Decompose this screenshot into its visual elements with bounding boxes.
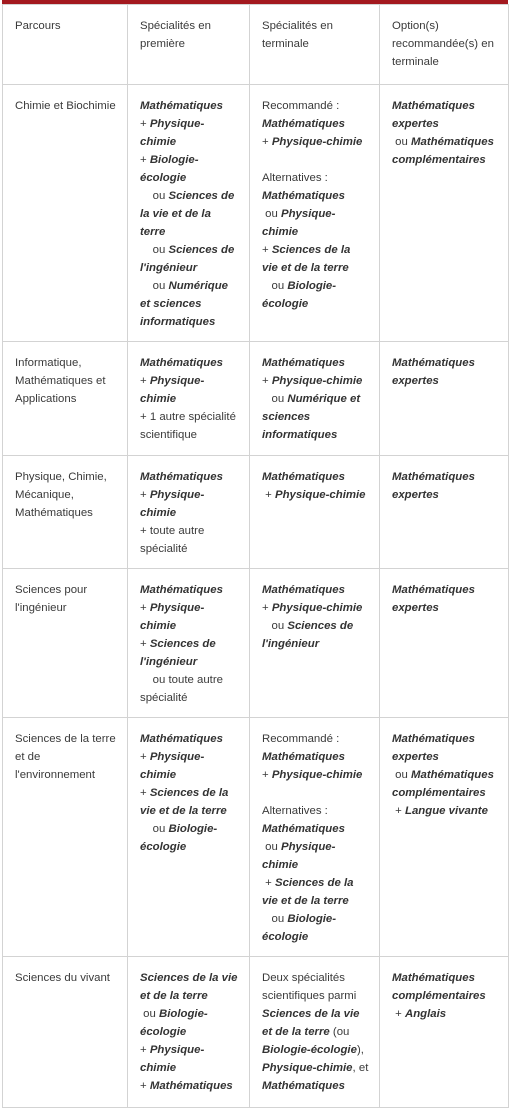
specialite-name: Numérique et sciences informatiques [262,393,361,441]
specialite-name: Mathématiques [262,471,345,483]
specialite-name: Mathématiques [140,100,223,112]
specialite-name: Sciences de la vie et de la terre [262,877,354,907]
cell-line [262,802,369,838]
header-option: Option(s) recommandée(s) en terminale [380,5,509,85]
header-terminale: Spécialités en terminale [250,5,380,85]
cell-line [392,730,498,766]
cell-line [140,1077,239,1095]
connector-text: + [140,375,150,387]
specialite-name: Physique-chimie [140,602,205,632]
cell-line [140,97,239,115]
specialite-name: Mathématiques [140,584,223,596]
specialite-name: Mathématiques expertes [392,584,475,614]
specialite-name: Mathématiques [262,751,345,763]
specialite-name: Physique-chimie [274,489,366,501]
cell-line [262,730,369,766]
specialite-name: Anglais [404,1008,447,1020]
cell-line [262,599,369,617]
cell-premiere [128,456,250,569]
cell-line [392,802,498,820]
cell-parcours: Physique, Chimie, Mécanique, Mathématiques [3,456,128,569]
cell-line [140,151,239,187]
cell-line [262,205,369,241]
cell-line [262,874,369,910]
connector-text: (ou [329,1026,350,1038]
cell-parcours: Informatique, Mathématiques et Applications [3,342,128,456]
connector-text: + [140,638,150,650]
cell-terminale [250,718,380,957]
specialite-name: Mathématiques complémentaires [392,136,494,166]
connector-text: ), [356,1044,364,1056]
connector-text: + [262,375,272,387]
connector-text: + [262,602,272,614]
specialite-name: Physique-chimie [140,375,205,405]
connector-text: ou [140,280,169,292]
connector-text: Recommandé : [262,100,340,112]
specialite-name: Physique-chimie [140,118,205,148]
specialite-name: Mathématiques expertes [392,100,475,130]
cell-line [140,468,239,486]
connector-text: ou [392,769,411,781]
specialite-name: Mathématiques complémentaires [392,972,486,1002]
specialite-name: Biologie-écologie [140,823,218,853]
connector-text: + [140,751,150,763]
connector-text: + [262,136,272,148]
cell-line [262,277,369,313]
line-gap [262,784,369,802]
specialite-name: Sciences de la vie et de la terre [140,190,235,238]
table-row [3,456,509,569]
cell-parcours: Sciences du vivant [3,957,128,1108]
cell-premiere [128,957,250,1108]
specialite-name: Sciences de l'ingénieur [140,244,235,274]
specialite-name: Mathématiques [262,357,345,369]
cell-line [140,486,239,522]
connector-text: ou [140,1008,159,1020]
connector-text: + [140,1044,150,1056]
cell-line [392,969,498,1005]
connector-text: + [262,877,275,889]
connector-text: + [140,602,150,614]
cell-terminale [250,456,380,569]
cell-line [140,241,239,277]
header-parcours: Parcours [3,5,128,85]
connector-text: + 1 autre spécialité scientifique [140,411,236,441]
table-header-row [3,5,509,85]
cell-option [380,85,509,342]
table-row [3,957,509,1108]
connector-text: ou [262,280,288,292]
cell-line [262,390,369,444]
specialite-name: Physique-chimie [140,751,205,781]
cell-premiere [128,85,250,342]
cell-line [140,599,239,635]
specialite-name: Biologie-écologie [262,913,337,943]
cell-premiere [128,718,250,957]
cell-line [392,133,498,169]
cell-line [262,766,369,784]
cell-line [262,133,369,151]
cell-parcours: Chimie et Biochimie [3,85,128,342]
specialite-name: Numérique et sciences informatiques [140,280,228,328]
connector-text: + [140,118,150,130]
parcours-table [2,4,509,1108]
cell-line [392,1005,498,1023]
connector-text: + [140,154,150,166]
connector-text: ou [262,913,288,925]
cell-line [392,468,498,504]
specialite-name: Mathématiques [140,733,223,745]
cell-line [140,354,239,372]
connector-text: + [392,805,405,817]
cell-option [380,569,509,718]
specialite-name: Physique-chimie [271,375,363,387]
connector-text: + [140,1080,150,1092]
header-premiere: Spécialités en première [128,5,250,85]
line-gap [262,151,369,169]
cell-line [392,354,498,390]
specialite-name: Sciences de l'ingénieur [262,620,354,650]
connector-text: + toute autre spécialité [140,525,205,555]
connector-text: + [262,489,275,501]
specialite-name: Mathématiques [262,823,345,835]
connector-text: ou [262,393,288,405]
cell-line [262,241,369,277]
specialite-name: Mathématiques expertes [392,357,475,387]
connector-text: Deux spécialités scientifiques parmi [262,972,357,1002]
table-row [3,718,509,957]
cell-line [140,372,239,408]
table-row [3,569,509,718]
specialite-name: Mathématiques expertes [392,733,475,763]
connector-text: ou [140,823,169,835]
specialite-name: Mathématiques [262,1080,345,1092]
table-container [2,0,508,1108]
cell-line [140,115,239,151]
specialite-name: Mathématiques [262,190,345,202]
specialite-name: Physique-chimie [271,769,363,781]
cell-option [380,456,509,569]
specialite-name: Biologie-écologie [262,280,337,310]
cell-terminale [250,569,380,718]
cell-line [262,910,369,946]
specialite-name: Mathématiques [140,357,223,369]
cell-parcours: Sciences de la terre et de l'environnement [3,718,128,957]
cell-line [262,969,369,1095]
specialite-name: Biologie-écologie [140,154,199,184]
specialite-name: Sciences de la vie et de la terre [262,1008,360,1038]
connector-text: ou toute autre spécialité [140,674,223,704]
cell-line [262,372,369,390]
connector-text: ou [262,208,281,220]
cell-line [140,671,239,707]
cell-terminale [250,957,380,1108]
specialite-name: Physique-chimie [140,1044,205,1074]
specialite-name: Sciences de l'ingénieur [140,638,216,668]
cell-line [392,766,498,802]
cell-line [140,187,239,241]
connector-text: Alternatives : [262,172,328,184]
connector-text: + [262,244,272,256]
specialite-name: Mathématiques [149,1080,233,1092]
connector-text: ou [262,620,288,632]
connector-text: , et [352,1062,369,1074]
cell-line [392,97,498,133]
connector-text: + [140,489,150,501]
cell-terminale [250,85,380,342]
cell-line [140,730,239,748]
cell-option [380,718,509,957]
cell-terminale [250,342,380,456]
specialite-name: Sciences de la vie et de la terre [140,787,229,817]
specialite-name: Physique-chimie [262,208,336,238]
specialite-name: Biologie-écologie [262,1044,357,1056]
connector-text: + [140,787,150,799]
cell-line [140,1005,239,1041]
specialite-name: Physique-chimie [262,1062,353,1074]
cell-line [140,784,239,820]
cell-option [380,957,509,1108]
connector-text: + [392,1008,405,1020]
specialite-name: Physique-chimie [271,602,363,614]
specialite-name: Mathématiques expertes [392,471,475,501]
specialite-name: Biologie-écologie [140,1008,208,1038]
cell-line [140,581,239,599]
cell-line [262,354,369,372]
connector-text: Recommandé : [262,733,340,745]
specialite-name: Sciences de la vie et de la terre [262,244,351,274]
cell-line [262,97,369,133]
cell-option [380,342,509,456]
table-row [3,85,509,342]
cell-line [262,838,369,874]
cell-line [262,468,369,486]
cell-parcours: Sciences pour l'ingénieur [3,569,128,718]
connector-text: ou [140,244,169,256]
specialite-name: Mathématiques [262,118,345,130]
cell-line [140,969,239,1005]
cell-line [262,581,369,599]
connector-text: ou [392,136,411,148]
specialite-name: Sciences de la vie et de la terre [140,972,238,1002]
cell-line [140,635,239,671]
specialite-name: Mathématiques [262,584,345,596]
cell-line [262,486,369,504]
specialite-name: Physique-chimie [262,841,336,871]
specialite-name: Physique-chimie [140,489,205,519]
cell-premiere [128,569,250,718]
cell-line [262,169,369,205]
specialite-name: Physique-chimie [271,136,363,148]
cell-line [140,277,239,331]
cell-line [140,820,239,856]
specialite-name: Mathématiques [140,471,223,483]
specialite-name: Langue vivante [404,805,488,817]
cell-line [140,408,239,444]
connector-text: + [262,769,272,781]
connector-text: Alternatives : [262,805,328,817]
cell-line [140,1041,239,1077]
cell-line [140,522,239,558]
cell-line [140,748,239,784]
connector-text: ou [262,841,281,853]
connector-text: ou [140,190,169,202]
cell-line [392,581,498,617]
specialite-name: Mathématiques complémentaires [392,769,494,799]
table-row [3,342,509,456]
cell-line [262,617,369,653]
cell-premiere [128,342,250,456]
